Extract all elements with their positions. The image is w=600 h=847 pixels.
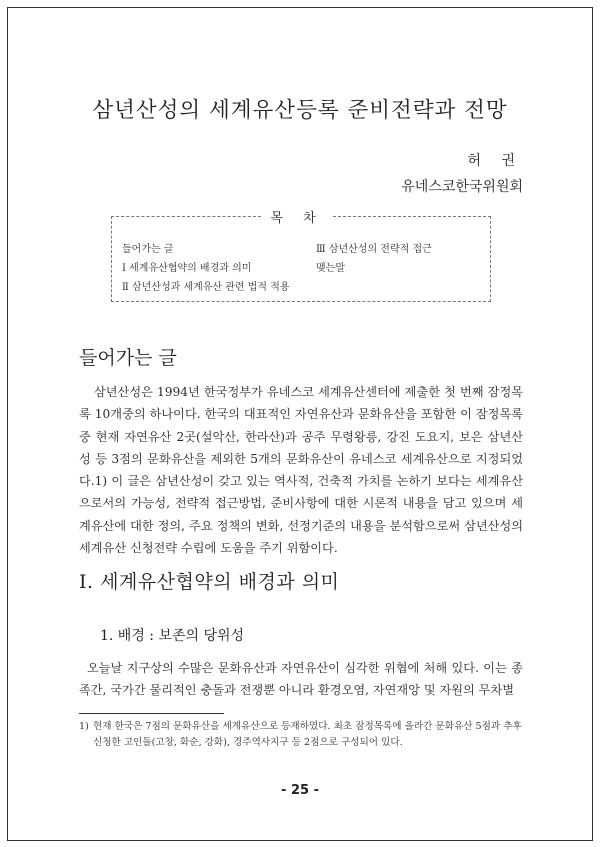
toc-item: 들어가는 글 bbox=[122, 244, 174, 255]
intro-paragraph: 삼년산성은 1994년 한국정부가 유네스코 세계유산센터에 제출한 첫 번째 잠정목록 10개중의 하나이다. 한국의 대표적인 자연유산과 문화유산을 포함한 이 잠정목록 중 현재 자연유산 2곳(설악산, 한라산)과 공주 무령왕릉, 강진 도요지, 보은 삼년산성 등 3점의 문화유산을 제외한 5개의 문화유산이 유네스코 세계유산으로 지정되었다.1) 이 글은 삼년산성이 갖고 있는 역사적, 건축적 가치를 논하기 보다는 세계유산으로서의 가능성, 전략적 접근방법, 준비사항에 대한 시론적 내용을 담고 있으며 세계유산에 대한 정의, 주요 정책의 변화, 선정기준의 내용을 분석함으로써 삼년산성의 세계유산 신청전략 수립에 도움을 주기 위함이다. bbox=[79, 385, 523, 556]
toc-item: 맺는말 bbox=[316, 263, 345, 274]
toc-item: Ⅲ 삼년산성의 전략적 접근 bbox=[316, 244, 432, 255]
section1-paragraph: 오늘날 지구상의 수많은 문화유산과 자연유산이 심각한 위협에 처해 있다. 이는 종족간, 국가간 물리적인 충돌과 전쟁뿐 아니라 환경오염, 자연재앙 및 자원의 무차별 bbox=[79, 661, 523, 698]
page-number: - 25 - bbox=[281, 783, 319, 798]
author-name: 허 권 bbox=[467, 153, 523, 169]
footnote bbox=[79, 719, 525, 751]
footnote-number: 1) bbox=[79, 721, 89, 732]
footnote-rule bbox=[79, 713, 224, 714]
author-affiliation: 유네스코한국위원회 bbox=[401, 179, 523, 195]
page-title: 삼년산성의 세계유산등록 준비전략과 전망 bbox=[92, 98, 508, 123]
section-heading-1: I. 세계유산협약의 배경과 의미 bbox=[79, 571, 340, 593]
toc-item: Ⅱ 삼년산성과 세계유산 관련 법적 적용 bbox=[122, 282, 290, 293]
toc-heading: 목 차 bbox=[270, 211, 324, 226]
toc-item: Ⅰ 세계유산협약의 배경과 의미 bbox=[122, 263, 252, 274]
subsection-heading-1: 1. 배경 : 보존의 당위성 bbox=[100, 628, 245, 644]
footnote-text: 현재 한국은 7점의 문화유산을 세계유산으로 등재하였다. 최초 잠정목록에 올라간 문화유산 5점과 추후 신청한 고인돌(고창, 화순, 강화), 경주역사지구 등 2점으로 구성되어 있다. bbox=[93, 721, 522, 748]
section-heading-intro: 들어가는 글 bbox=[79, 347, 177, 369]
